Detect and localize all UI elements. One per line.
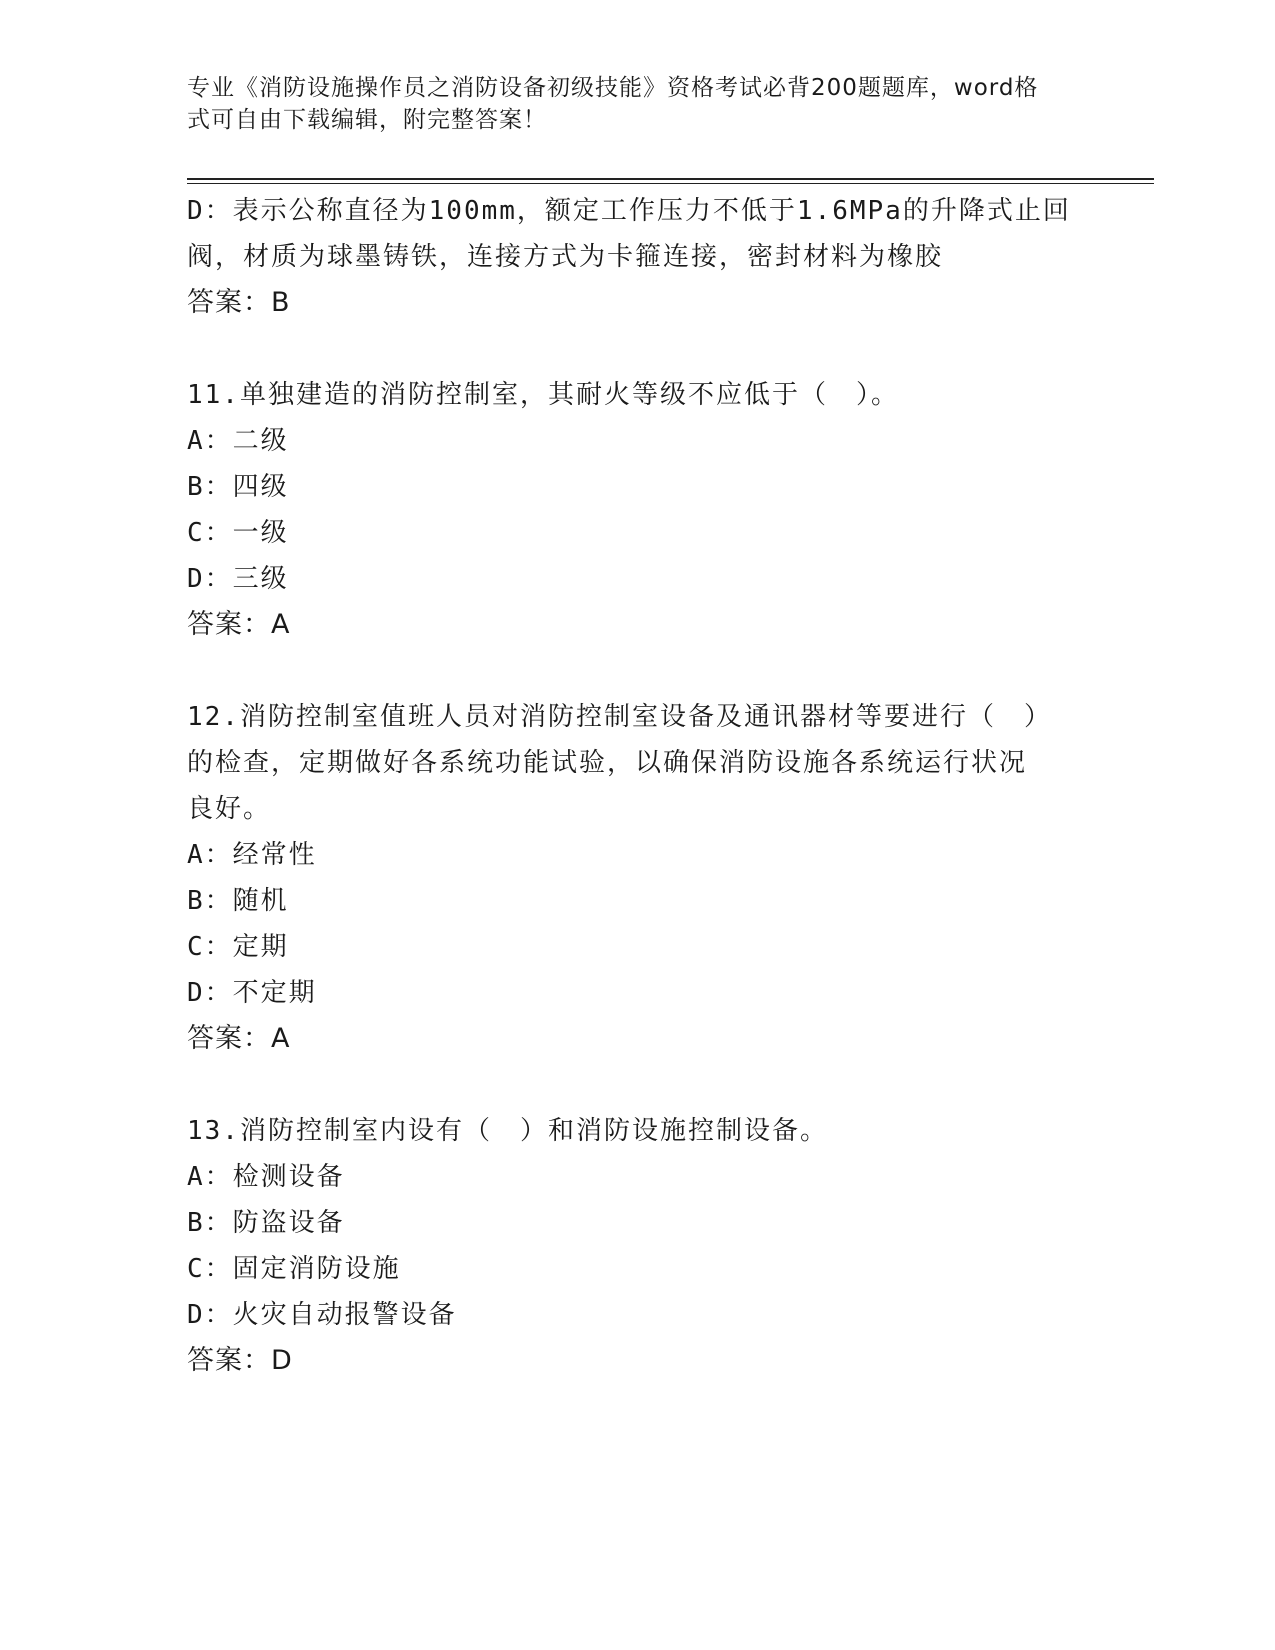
header-line-1: 专业《消防设施操作员之消防设备初级技能》资格考试必背200题题库，word格 xyxy=(187,75,1039,101)
option-b: B：四级 xyxy=(187,472,289,502)
option-d-continued: 阀，材质为球墨铸铁，连接方式为卡箍连接，密封材料为橡胶 xyxy=(187,242,944,272)
question-11 xyxy=(187,372,1087,648)
answer: 答案：A xyxy=(187,1023,291,1054)
question-text: 13.消防控制室内设有（ ）和消防设施控制设备。 xyxy=(187,1116,828,1146)
option-c: C：定期 xyxy=(187,932,289,962)
header-divider-thin xyxy=(187,183,1154,184)
spacer xyxy=(187,648,1087,694)
spacer xyxy=(187,1062,1087,1108)
option-a: A：二级 xyxy=(187,426,289,456)
option-d: D：火灾自动报警设备 xyxy=(187,1300,457,1330)
header-divider-thick xyxy=(187,178,1154,180)
option-b: B：随机 xyxy=(187,886,289,916)
question-13 xyxy=(187,1108,1087,1384)
option-c: C：固定消防设施 xyxy=(187,1254,401,1284)
question-list xyxy=(187,188,1087,1384)
question-text-continued: 良好。 xyxy=(187,794,272,824)
question-12 xyxy=(187,694,1087,1062)
header-line-2: 式可自由下载编辑，附完整答案！ xyxy=(187,107,547,133)
document-header xyxy=(187,72,1067,136)
question-text: 11.单独建造的消防控制室，其耐火等级不应低于（ ）。 xyxy=(187,380,899,410)
option-b: B：防盗设备 xyxy=(187,1208,345,1238)
answer: 答案：B xyxy=(187,287,291,318)
option-d: D：三级 xyxy=(187,564,289,594)
option-d: D：不定期 xyxy=(187,978,317,1008)
spacer xyxy=(187,326,1087,372)
option-a: A：经常性 xyxy=(187,840,317,870)
question-text-continued: 的检查，定期做好各系统功能试验，以确保消防设施各系统运行状况 xyxy=(187,748,1028,778)
option-d: D：表示公称直径为100mm，额定工作压力不低于1.6MPa的升降式止回 xyxy=(187,196,1071,226)
question-text: 12.消防控制室值班人员对消防控制室设备及通讯器材等要进行（ ） xyxy=(187,702,1052,732)
answer: 答案：D xyxy=(187,1345,293,1376)
answer: 答案：A xyxy=(187,609,291,640)
option-a: A：检测设备 xyxy=(187,1162,345,1192)
question-10-tail xyxy=(187,188,1087,326)
option-c: C：一级 xyxy=(187,518,289,548)
